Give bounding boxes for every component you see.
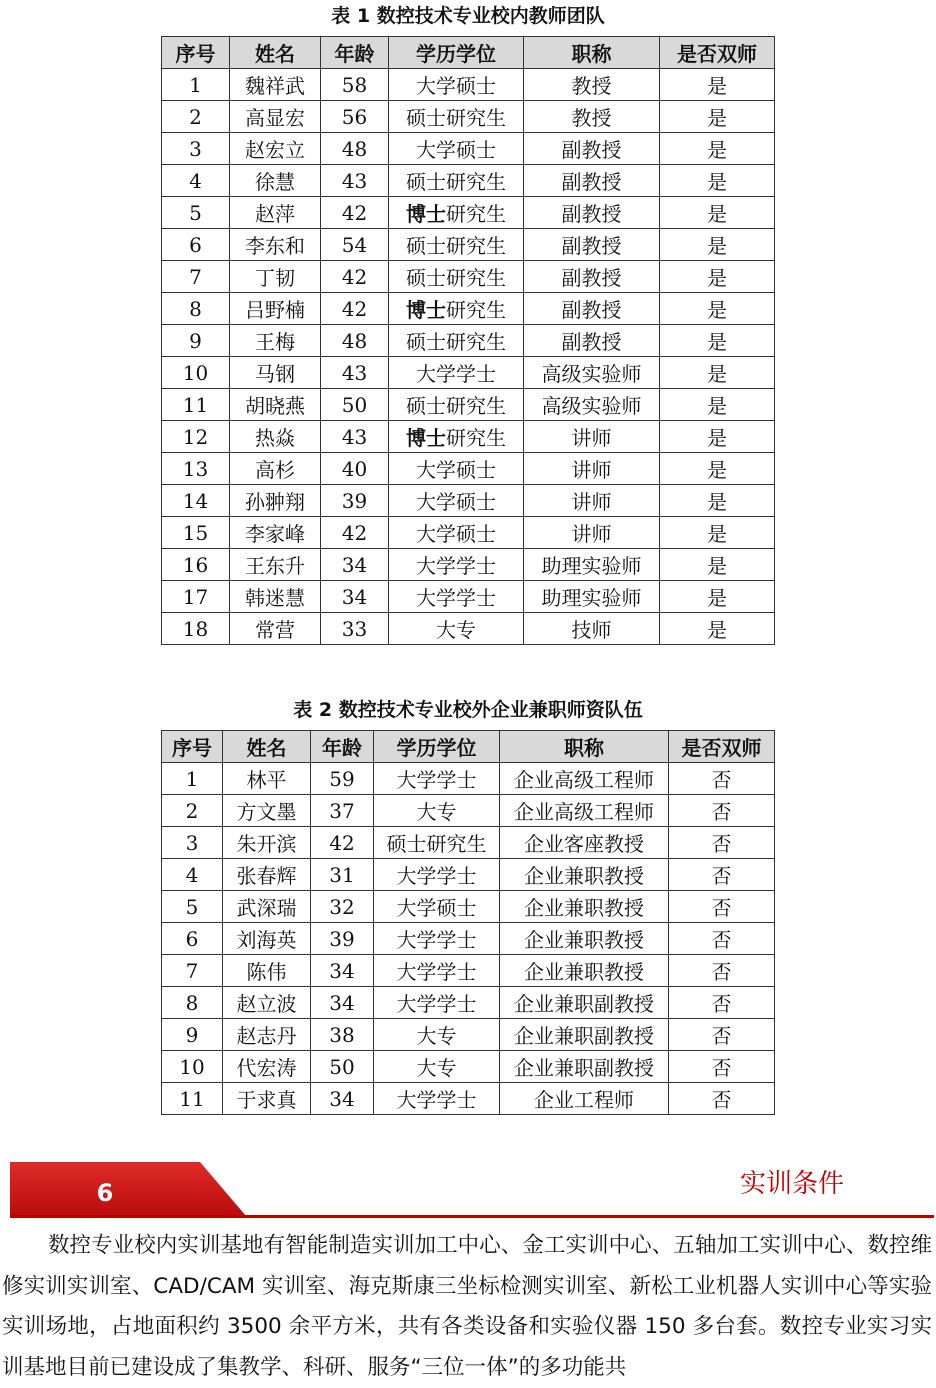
cell-title: 企业高级工程师 xyxy=(500,763,669,795)
cell-title: 企业兼职副教授 xyxy=(500,1051,669,1083)
cell-age: 42 xyxy=(321,293,389,325)
cell-age: 48 xyxy=(321,325,389,357)
table-row xyxy=(162,485,775,517)
table-external-teachers xyxy=(161,730,775,1115)
cell-index: 9 xyxy=(162,1019,223,1051)
cell-age: 50 xyxy=(321,389,389,421)
cell-dual-teacher: 是 xyxy=(660,69,775,101)
cell-degree: 大学学士 xyxy=(374,859,500,891)
cell-title: 副教授 xyxy=(524,229,660,261)
cell-dual-teacher: 是 xyxy=(660,421,775,453)
cell-title: 教授 xyxy=(524,69,660,101)
cell-title: 副教授 xyxy=(524,133,660,165)
cell-age: 42 xyxy=(321,197,389,229)
cell-degree: 大学学士 xyxy=(389,357,524,389)
table1-caption: 表 1 数控技术专业校内教师团队 xyxy=(331,5,605,27)
cell-title: 副教授 xyxy=(524,165,660,197)
cell-age: 54 xyxy=(321,229,389,261)
cell-name: 魏祥武 xyxy=(230,69,321,101)
cell-name: 高杉 xyxy=(230,453,321,485)
cell-dual-teacher: 是 xyxy=(660,101,775,133)
section-divider xyxy=(10,1215,934,1218)
cell-age: 31 xyxy=(311,859,374,891)
table-row xyxy=(162,133,775,165)
cell-title: 副教授 xyxy=(524,293,660,325)
cell-title: 企业兼职教授 xyxy=(500,923,669,955)
cell-degree: 大学学士 xyxy=(374,763,500,795)
cell-index: 1 xyxy=(162,69,230,101)
cell-age: 40 xyxy=(321,453,389,485)
cell-degree: 博士研究生 xyxy=(389,421,524,453)
cell-age: 59 xyxy=(311,763,374,795)
cell-age: 38 xyxy=(311,1019,374,1051)
cell-index: 5 xyxy=(162,197,230,229)
cell-title: 高级实验师 xyxy=(524,357,660,389)
cell-index: 6 xyxy=(162,923,223,955)
table-row xyxy=(162,987,775,1019)
cell-title: 讲师 xyxy=(524,453,660,485)
col-header-dual-teacher: 是否双师 xyxy=(669,731,775,763)
cell-index: 3 xyxy=(162,827,223,859)
cell-name: 林平 xyxy=(223,763,311,795)
cell-name: 赵立波 xyxy=(223,987,311,1019)
col-header-index: 序号 xyxy=(162,37,230,69)
cell-index: 2 xyxy=(162,795,223,827)
cell-age: 39 xyxy=(321,485,389,517)
cell-age: 42 xyxy=(311,827,374,859)
cell-title: 教授 xyxy=(524,101,660,133)
cell-degree: 硕士研究生 xyxy=(389,229,524,261)
cell-title: 企业客座教授 xyxy=(500,827,669,859)
cell-dual-teacher: 是 xyxy=(660,581,775,613)
cell-title: 企业兼职副教授 xyxy=(500,1019,669,1051)
cell-index: 7 xyxy=(162,955,223,987)
cell-name: 朱开滨 xyxy=(223,827,311,859)
cell-name: 代宏涛 xyxy=(223,1051,311,1083)
cell-name: 韩迷慧 xyxy=(230,581,321,613)
cell-age: 39 xyxy=(311,923,374,955)
cell-title: 技师 xyxy=(524,613,660,645)
cell-dual-teacher: 否 xyxy=(669,987,775,1019)
cell-degree: 大专 xyxy=(389,613,524,645)
cell-degree: 大学学士 xyxy=(374,1083,500,1115)
table-row xyxy=(162,165,775,197)
table-row xyxy=(162,891,775,923)
section-title: 实训条件 xyxy=(739,1169,844,1199)
cell-index: 11 xyxy=(162,1083,223,1115)
cell-index: 17 xyxy=(162,581,230,613)
cell-degree: 大专 xyxy=(374,1019,500,1051)
col-header-age: 年龄 xyxy=(321,37,389,69)
cell-index: 2 xyxy=(162,101,230,133)
cell-title: 助理实验师 xyxy=(524,581,660,613)
table-row xyxy=(162,613,775,645)
cell-degree: 硕士研究生 xyxy=(389,389,524,421)
cell-index: 7 xyxy=(162,261,230,293)
cell-dual-teacher: 否 xyxy=(669,1051,775,1083)
cell-index: 8 xyxy=(162,987,223,1019)
cell-dual-teacher: 是 xyxy=(660,229,775,261)
cell-name: 孙翀翔 xyxy=(230,485,321,517)
cell-age: 43 xyxy=(321,165,389,197)
col-header-title: 职称 xyxy=(524,37,660,69)
cell-degree: 大学学士 xyxy=(374,923,500,955)
cell-dual-teacher: 是 xyxy=(660,165,775,197)
cell-age: 42 xyxy=(321,517,389,549)
cell-title: 企业工程师 xyxy=(500,1083,669,1115)
cell-title: 企业兼职教授 xyxy=(500,891,669,923)
cell-age: 34 xyxy=(321,581,389,613)
cell-name: 赵萍 xyxy=(230,197,321,229)
cell-index: 10 xyxy=(162,357,230,389)
cell-dual-teacher: 否 xyxy=(669,1083,775,1115)
cell-dual-teacher: 是 xyxy=(660,517,775,549)
cell-name: 马钢 xyxy=(230,357,321,389)
table-row xyxy=(162,955,775,987)
table2-caption: 表 2 数控技术专业校外企业兼职师资队伍 xyxy=(293,699,643,721)
cell-name: 高显宏 xyxy=(230,101,321,133)
cell-age: 37 xyxy=(311,795,374,827)
cell-degree: 大学硕士 xyxy=(374,891,500,923)
cell-name: 赵志丹 xyxy=(223,1019,311,1051)
table-internal-teachers xyxy=(161,36,775,645)
cell-dual-teacher: 否 xyxy=(669,827,775,859)
table-row xyxy=(162,923,775,955)
cell-title: 副教授 xyxy=(524,197,660,229)
cell-title: 讲师 xyxy=(524,421,660,453)
cell-index: 11 xyxy=(162,389,230,421)
cell-degree: 硕士研究生 xyxy=(389,261,524,293)
cell-title: 讲师 xyxy=(524,517,660,549)
cell-degree: 大学硕士 xyxy=(389,485,524,517)
table-row xyxy=(162,325,775,357)
col-header-age: 年龄 xyxy=(311,731,374,763)
cell-degree: 大学硕士 xyxy=(389,69,524,101)
table-row xyxy=(162,549,775,581)
cell-dual-teacher: 是 xyxy=(660,133,775,165)
cell-title: 副教授 xyxy=(524,261,660,293)
cell-degree: 大专 xyxy=(374,795,500,827)
table-row xyxy=(162,293,775,325)
table-row xyxy=(162,101,775,133)
cell-age: 50 xyxy=(311,1051,374,1083)
cell-index: 14 xyxy=(162,485,230,517)
cell-title: 高级实验师 xyxy=(524,389,660,421)
cell-dual-teacher: 否 xyxy=(669,859,775,891)
cell-index: 4 xyxy=(162,165,230,197)
table-row xyxy=(162,1051,775,1083)
cell-index: 9 xyxy=(162,325,230,357)
table-row xyxy=(162,197,775,229)
cell-name: 丁韧 xyxy=(230,261,321,293)
cell-dual-teacher: 否 xyxy=(669,923,775,955)
cell-name: 李家峰 xyxy=(230,517,321,549)
table-header-row xyxy=(162,731,775,763)
cell-index: 4 xyxy=(162,859,223,891)
cell-index: 18 xyxy=(162,613,230,645)
col-header-degree: 学历学位 xyxy=(389,37,524,69)
cell-degree: 大学学士 xyxy=(389,549,524,581)
table-row xyxy=(162,763,775,795)
cell-age: 34 xyxy=(311,1083,374,1115)
cell-dual-teacher: 否 xyxy=(669,891,775,923)
cell-age: 48 xyxy=(321,133,389,165)
cell-degree: 大学硕士 xyxy=(389,453,524,485)
cell-title: 企业兼职教授 xyxy=(500,859,669,891)
cell-index: 13 xyxy=(162,453,230,485)
cell-index: 16 xyxy=(162,549,230,581)
table-row xyxy=(162,421,775,453)
cell-degree: 大学学士 xyxy=(374,987,500,1019)
cell-age: 33 xyxy=(321,613,389,645)
cell-age: 43 xyxy=(321,357,389,389)
cell-name: 方文墨 xyxy=(223,795,311,827)
section-banner xyxy=(10,1162,934,1222)
cell-age: 34 xyxy=(311,955,374,987)
table-row xyxy=(162,827,775,859)
cell-name: 徐慧 xyxy=(230,165,321,197)
cell-dual-teacher: 是 xyxy=(660,549,775,581)
cell-dual-teacher: 是 xyxy=(660,357,775,389)
cell-dual-teacher: 是 xyxy=(660,197,775,229)
cell-name: 武深瑞 xyxy=(223,891,311,923)
cell-index: 10 xyxy=(162,1051,223,1083)
table-row xyxy=(162,859,775,891)
table-row xyxy=(162,261,775,293)
cell-age: 34 xyxy=(321,549,389,581)
cell-dual-teacher: 否 xyxy=(669,1019,775,1051)
cell-age: 32 xyxy=(311,891,374,923)
cell-degree: 大专 xyxy=(374,1051,500,1083)
cell-age: 34 xyxy=(311,987,374,1019)
table-row xyxy=(162,1083,775,1115)
cell-index: 12 xyxy=(162,421,230,453)
cell-degree: 大学学士 xyxy=(389,581,524,613)
cell-dual-teacher: 是 xyxy=(660,325,775,357)
cell-name: 常营 xyxy=(230,613,321,645)
cell-age: 42 xyxy=(321,261,389,293)
cell-title: 企业兼职教授 xyxy=(500,955,669,987)
cell-name: 于求真 xyxy=(223,1083,311,1115)
cell-degree: 硕士研究生 xyxy=(389,165,524,197)
cell-index: 3 xyxy=(162,133,230,165)
cell-name: 胡晓燕 xyxy=(230,389,321,421)
cell-dual-teacher: 是 xyxy=(660,485,775,517)
cell-index: 15 xyxy=(162,517,230,549)
cell-index: 5 xyxy=(162,891,223,923)
col-header-title: 职称 xyxy=(500,731,669,763)
cell-name: 吕野楠 xyxy=(230,293,321,325)
col-header-name: 姓名 xyxy=(223,731,311,763)
table-row xyxy=(162,453,775,485)
cell-dual-teacher: 是 xyxy=(660,453,775,485)
cell-title: 讲师 xyxy=(524,485,660,517)
section-number: 6 xyxy=(96,1179,114,1207)
cell-age: 43 xyxy=(321,421,389,453)
table-row xyxy=(162,389,775,421)
table-header-row xyxy=(162,37,775,69)
table-row xyxy=(162,517,775,549)
cell-dual-teacher: 否 xyxy=(669,955,775,987)
cell-title: 副教授 xyxy=(524,325,660,357)
cell-degree: 大学硕士 xyxy=(389,517,524,549)
col-header-name: 姓名 xyxy=(230,37,321,69)
cell-index: 8 xyxy=(162,293,230,325)
cell-title: 企业高级工程师 xyxy=(500,795,669,827)
cell-dual-teacher: 是 xyxy=(660,613,775,645)
cell-title: 助理实验师 xyxy=(524,549,660,581)
cell-name: 赵宏立 xyxy=(230,133,321,165)
cell-name: 陈伟 xyxy=(223,955,311,987)
cell-age: 58 xyxy=(321,69,389,101)
cell-degree: 大学硕士 xyxy=(389,133,524,165)
cell-degree: 硕士研究生 xyxy=(389,325,524,357)
cell-name: 热焱 xyxy=(230,421,321,453)
cell-degree: 博士研究生 xyxy=(389,293,524,325)
col-header-index: 序号 xyxy=(162,731,223,763)
cell-index: 1 xyxy=(162,763,223,795)
cell-name: 李东和 xyxy=(230,229,321,261)
cell-name: 王梅 xyxy=(230,325,321,357)
cell-degree: 硕士研究生 xyxy=(389,101,524,133)
cell-dual-teacher: 是 xyxy=(660,261,775,293)
cell-name: 王东升 xyxy=(230,549,321,581)
table-row xyxy=(162,229,775,261)
cell-age: 56 xyxy=(321,101,389,133)
cell-dual-teacher: 是 xyxy=(660,389,775,421)
cell-degree: 博士研究生 xyxy=(389,197,524,229)
cell-degree: 硕士研究生 xyxy=(374,827,500,859)
table-row xyxy=(162,357,775,389)
cell-dual-teacher: 否 xyxy=(669,795,775,827)
cell-title: 企业兼职副教授 xyxy=(500,987,669,1019)
table-row xyxy=(162,69,775,101)
cell-dual-teacher: 是 xyxy=(660,293,775,325)
cell-name: 刘海英 xyxy=(223,923,311,955)
cell-degree: 大学学士 xyxy=(374,955,500,987)
cell-index: 6 xyxy=(162,229,230,261)
col-header-dual-teacher: 是否双师 xyxy=(660,37,775,69)
cell-name: 张春辉 xyxy=(223,859,311,891)
col-header-degree: 学历学位 xyxy=(374,731,500,763)
cell-dual-teacher: 否 xyxy=(669,763,775,795)
section-paragraph: 数控专业校内实训基地有智能制造实训加工中心、金工实训中心、五轴加工实训中心、数控维修实训实训室、CAD/CAM 实训室、海克斯康三坐标检测实训室、新松工业机器人实训中心等实验实训场地，占地面积约 3500 余平方米，共有各类设备和实验仪器 150 多台套。数控专业实习实训基地目前已建设成了集教学、科研、服务“三位一体”的多功能共 xyxy=(2,1233,932,1380)
table-row xyxy=(162,795,775,827)
table-row xyxy=(162,1019,775,1051)
table-row xyxy=(162,581,775,613)
